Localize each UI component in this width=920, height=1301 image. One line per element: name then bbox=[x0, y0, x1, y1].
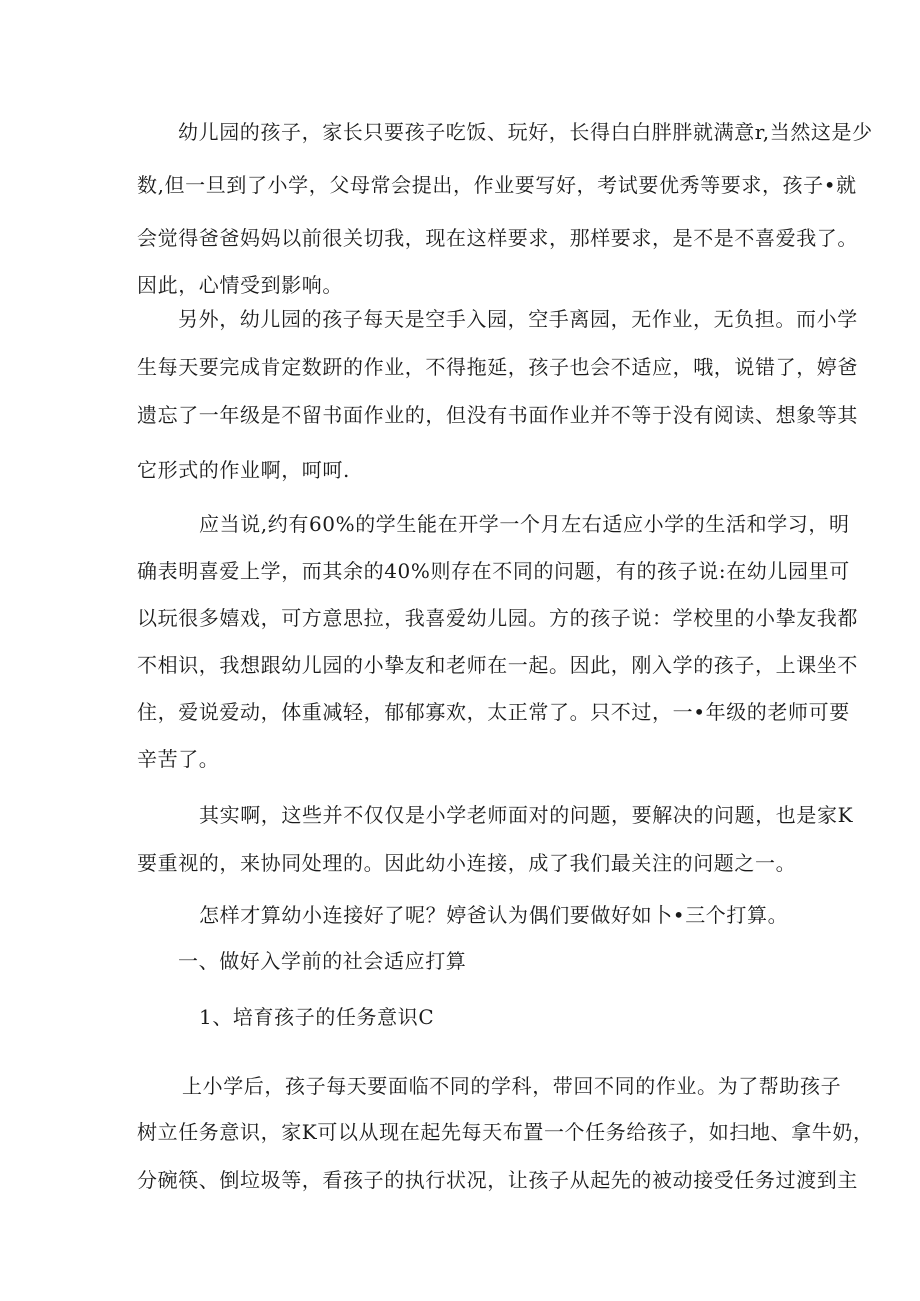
text-line: 分碗筷、倒垃圾等，看孩子的执行状况，让孩子从起先的被动接受任务过渡到主 bbox=[137, 1168, 858, 1192]
text-line: 会觉得爸爸妈妈以前很关切我，现在这样要求，那样要求，是不是不喜爱我了。 bbox=[137, 226, 858, 250]
section-heading: 一、做好入学前的社会适应打算 bbox=[178, 949, 467, 973]
text-line: 上小学后，孩子每天要面临不同的学科，带回不同的作业。为了帮助孩子 bbox=[182, 1074, 842, 1098]
subsection-heading: 1、培育孩子的任务意识C bbox=[199, 1005, 435, 1029]
text-line: 以玩很多嬉戏，可方意思拉，我喜爱幼儿园。方的孩子说：学校里的小挚友我都 bbox=[137, 606, 858, 630]
text-line: 要重视的，来协同处理的。因此幼小连接，成了我们最关注的问题之一。 bbox=[137, 851, 797, 875]
text-line: 生每天要完成肯定数趼的作业，不得拖延，孩子也会不适应，哦，说错了，婷爸 bbox=[137, 355, 858, 379]
text-line: 因此，心情受到影响。 bbox=[137, 273, 343, 297]
text-line: 其实啊，这些并不仅仅是小学老师面对的问题，要解决的问题，也是家K bbox=[199, 803, 854, 827]
text-line: 树立任务意识，家K可以从现在起先每天布置一个任务给孩子，如扫地、拿牛奶， bbox=[137, 1120, 874, 1144]
text-line: 不相识，我想跟幼儿园的小挚友和老师在一起。因此，刚入学的孩子，上课坐不 bbox=[137, 653, 858, 677]
text-line: 怎样才算幼小连接好了呢？婷爸认为偶们要做好如卜•三个打算。 bbox=[199, 903, 789, 927]
text-line: 辛苦了。 bbox=[137, 747, 220, 771]
text-line: 应当说,约有60%的学生能在开学一个月左右适应小学的生活和学习，明 bbox=[199, 512, 850, 536]
text-line: 幼儿园的孩子，家长只要孩子吃饭、玩好，长得白白胖胖就满意r,当然这是少 bbox=[178, 120, 873, 144]
text-line: 它形式的作业啊，呵呵. bbox=[137, 458, 350, 482]
text-line: 数,但一旦到了小学，父母常会提出，作业要写好，考试要优秀等要求，孩子•就 bbox=[137, 173, 857, 197]
text-line: 确表明喜爱上学，而其余的40%则存在不同的问题，有的孩子说:在幼儿园里可 bbox=[137, 559, 850, 583]
text-line: 住，爱说爱动，体重减轻，郁郁寡欢，太正常了。只不过，一•年级的老师可要 bbox=[137, 700, 850, 724]
text-line: 另外，幼儿园的孩子每天是空手入园，空手离园，无作业，无负担。而小学 bbox=[178, 307, 858, 331]
text-line: 遗忘了一年级是不留书面作业的，但没有书面作业并不等于没有阅读、想象等其 bbox=[137, 403, 858, 427]
